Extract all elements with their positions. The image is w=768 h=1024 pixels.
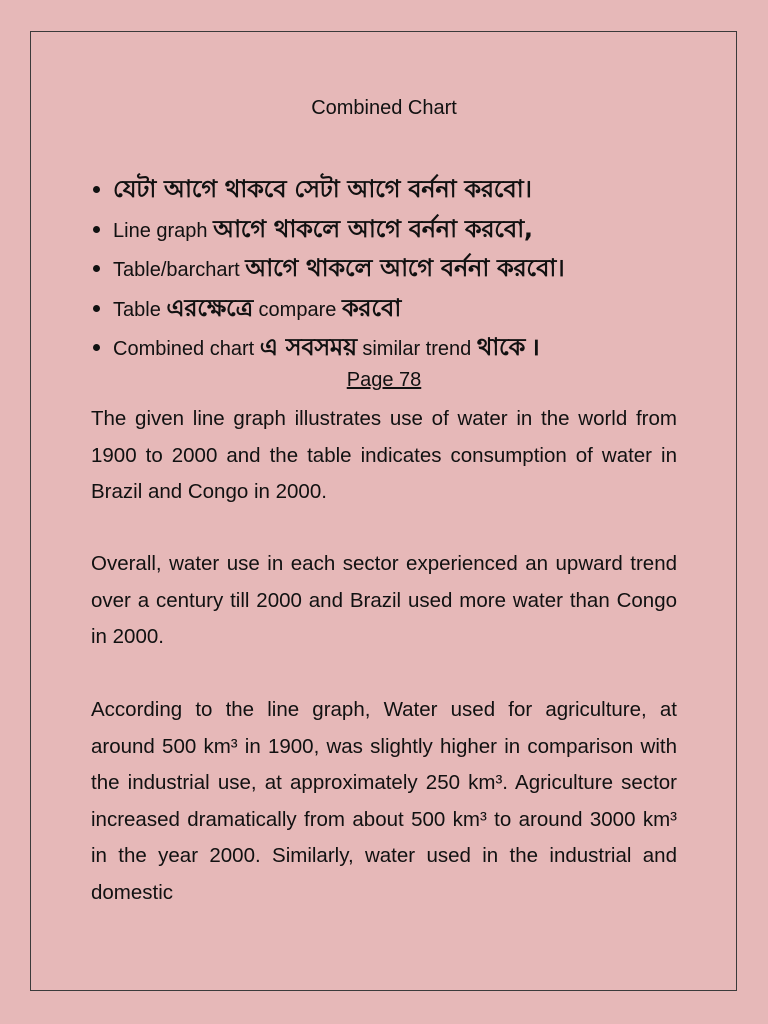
- bullet-item: [91, 289, 564, 329]
- bullet-text-bn: এ সবসময়: [259, 333, 357, 361]
- bullet-text-en: Table/barchart: [113, 259, 246, 281]
- paragraph: Overall, water use in each sector experienced an upward trend over a century till 2000 and Brazil used more water than Congo in 2000.: [91, 552, 677, 648]
- bullet-item: [91, 328, 564, 368]
- bullet-text-en: Line graph: [113, 219, 214, 242]
- bullet-text-bn: আগে থাকলে আগে বর্ননা করবো,: [213, 214, 533, 243]
- document-title: Combined Chart: [311, 97, 457, 119]
- bullet-text-bn: ।: [530, 333, 540, 361]
- bullet-text-bn: আগে থাকলে আগে বর্ননা করবো।: [245, 254, 565, 282]
- bullet-text-bn: যেটা আগে থাকবে সেটা আগে বর্ননা করবো।: [113, 175, 532, 203]
- paragraph: The given line graph illustrates use of water in the world from 1900 to 2000 and the table indicates consumption of water in Brazil and Congo in 2000.: [91, 407, 677, 503]
- bullet-text-en: compare: [253, 298, 342, 321]
- bullet-text-en: Combined chart: [113, 338, 260, 360]
- bullet-text-bn: থাকে: [476, 333, 526, 361]
- bullet-text-en: Table: [113, 298, 167, 321]
- bullet-item: [91, 210, 564, 250]
- paragraph: According to the line graph, Water used for agriculture, at around 500 km³ in 1900, was slightly higher in comparison with the industrial use, at approximately 250 km³. Agriculture sector increased dramatically from about 500 km³ to around 3000 km³ in the year 2000. Similarly, water used in the industrial and domestic: [91, 698, 677, 904]
- bullet-list: [91, 170, 564, 368]
- bullet-text-en: similar trend: [356, 338, 477, 360]
- bullet-text-bn: এরক্ষেত্রে: [166, 293, 253, 322]
- document-page: [30, 31, 737, 991]
- bullet-text-bn: করবো: [341, 293, 401, 322]
- bullet-item: [91, 249, 564, 289]
- bullet-item: [91, 170, 564, 210]
- page-reference: Page 78: [346, 369, 422, 391]
